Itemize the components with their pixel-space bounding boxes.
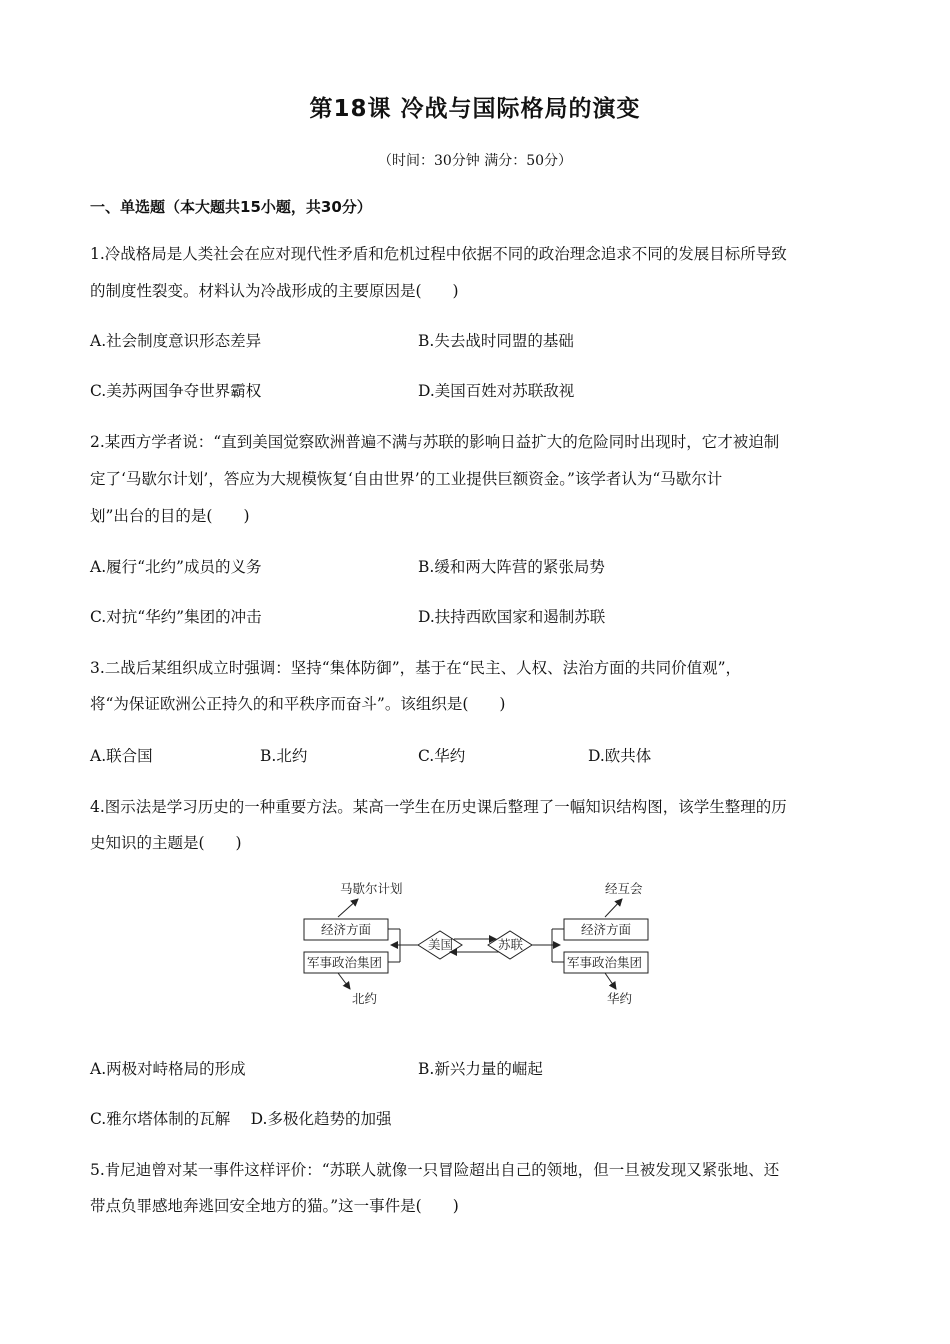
- option-2a: A.履行“北约”成员的义务: [90, 558, 262, 576]
- option-2b: B.缓和两大阵营的紧张局势: [418, 558, 605, 576]
- option-4a: A.两极对峙格局的形成: [90, 1060, 246, 1078]
- arrow-to-marshall: [338, 899, 358, 917]
- option-2c: C.对抗“华约”集团的冲击: [90, 608, 262, 626]
- label-right-economic: 经济方面: [581, 922, 632, 937]
- arrow-to-comecon: [605, 899, 622, 917]
- label-left-economic: 经济方面: [321, 922, 372, 937]
- label-usa: 美国: [428, 937, 454, 952]
- option-2d: D.扶持西欧国家和遏制苏联: [418, 608, 606, 626]
- label-left-military: 军事政治集团: [307, 955, 383, 970]
- question-5-text: 带点负罪感地奔逃回安全地方的猫。”这一事件是( ): [90, 1197, 459, 1215]
- option-4cd: C.雅尔塔体制的瓦解 D.多极化趋势的加强: [90, 1110, 392, 1128]
- page-title: 第18课 冷战与国际格局的演变: [309, 96, 641, 122]
- label-warsaw-pact: 华约: [607, 991, 633, 1006]
- section-heading: 一、单选题（本大题共15小题，共30分）: [90, 198, 372, 216]
- label-right-military: 军事政治集团: [567, 955, 643, 970]
- question-1-text: 的制度性裂变。材料认为冷战形成的主要原因是( ): [90, 282, 459, 300]
- question-2-text: 定了‘马歇尔计划’，答应为大规模恢复‘自由世界’的工业提供巨额资金。”该学者认为“马歇尔计: [90, 470, 723, 488]
- option-3a: A.联合国: [90, 747, 153, 765]
- label-marshall-plan: 马歇尔计划: [340, 881, 403, 896]
- option-1a: A.社会制度意识形态差异: [90, 332, 262, 350]
- label-nato: 北约: [352, 991, 378, 1006]
- label-comecon: 经互会: [605, 881, 643, 896]
- option-1d: D.美国百姓对苏联敌视: [418, 382, 575, 400]
- exam-info: （时间：30分钟 满分：50分）: [377, 153, 573, 169]
- arrow-to-nato: [338, 973, 350, 989]
- option-3d: D.欧共体: [588, 747, 652, 765]
- question-2-text: 2.某西方学者说：“直到美国觉察欧洲普遍不满与苏联的影响日益扩大的危险同时出现时，它才被迫制: [90, 433, 780, 451]
- question-1-text: 1.冷战格局是人类社会在应对现代性矛盾和危机过程中依据不同的政治理念追求不同的发展目标所导致: [90, 245, 787, 263]
- question-3-text: 将“为保证欧洲公正持久的和平秩序而奋斗”。该组织是( ): [90, 695, 506, 713]
- question-4-text: 史知识的主题是( ): [90, 834, 242, 852]
- option-3b: B.北约: [260, 747, 308, 765]
- option-1c: C.美苏两国争夺世界霸权: [90, 382, 262, 400]
- option-1b: B.失去战时同盟的基础: [418, 332, 574, 350]
- option-3c: C.华约: [418, 747, 466, 765]
- question-5-text: 5.肯尼迪曾对某一事件这样评价：“苏联人就像一只冒险超出自己的领地，但一旦被发现又紧张地、还: [90, 1161, 780, 1179]
- question-4-text: 4.图示法是学习历史的一种重要方法。某高一学生在历史课后整理了一幅知识结构图，该学生整理的历: [90, 798, 787, 816]
- option-4b: B.新兴力量的崛起: [418, 1060, 543, 1078]
- label-ussr: 苏联: [498, 937, 524, 952]
- question-3-text: 3.二战后某组织成立时强调：坚持“集体防御”，基于在“民主、人权、法治方面的共同价值观”，: [90, 659, 741, 677]
- knowledge-structure-diagram: [300, 875, 660, 1015]
- question-2-text: 划”出台的目的是( ): [90, 507, 250, 525]
- arrow-to-warsaw: [605, 973, 616, 989]
